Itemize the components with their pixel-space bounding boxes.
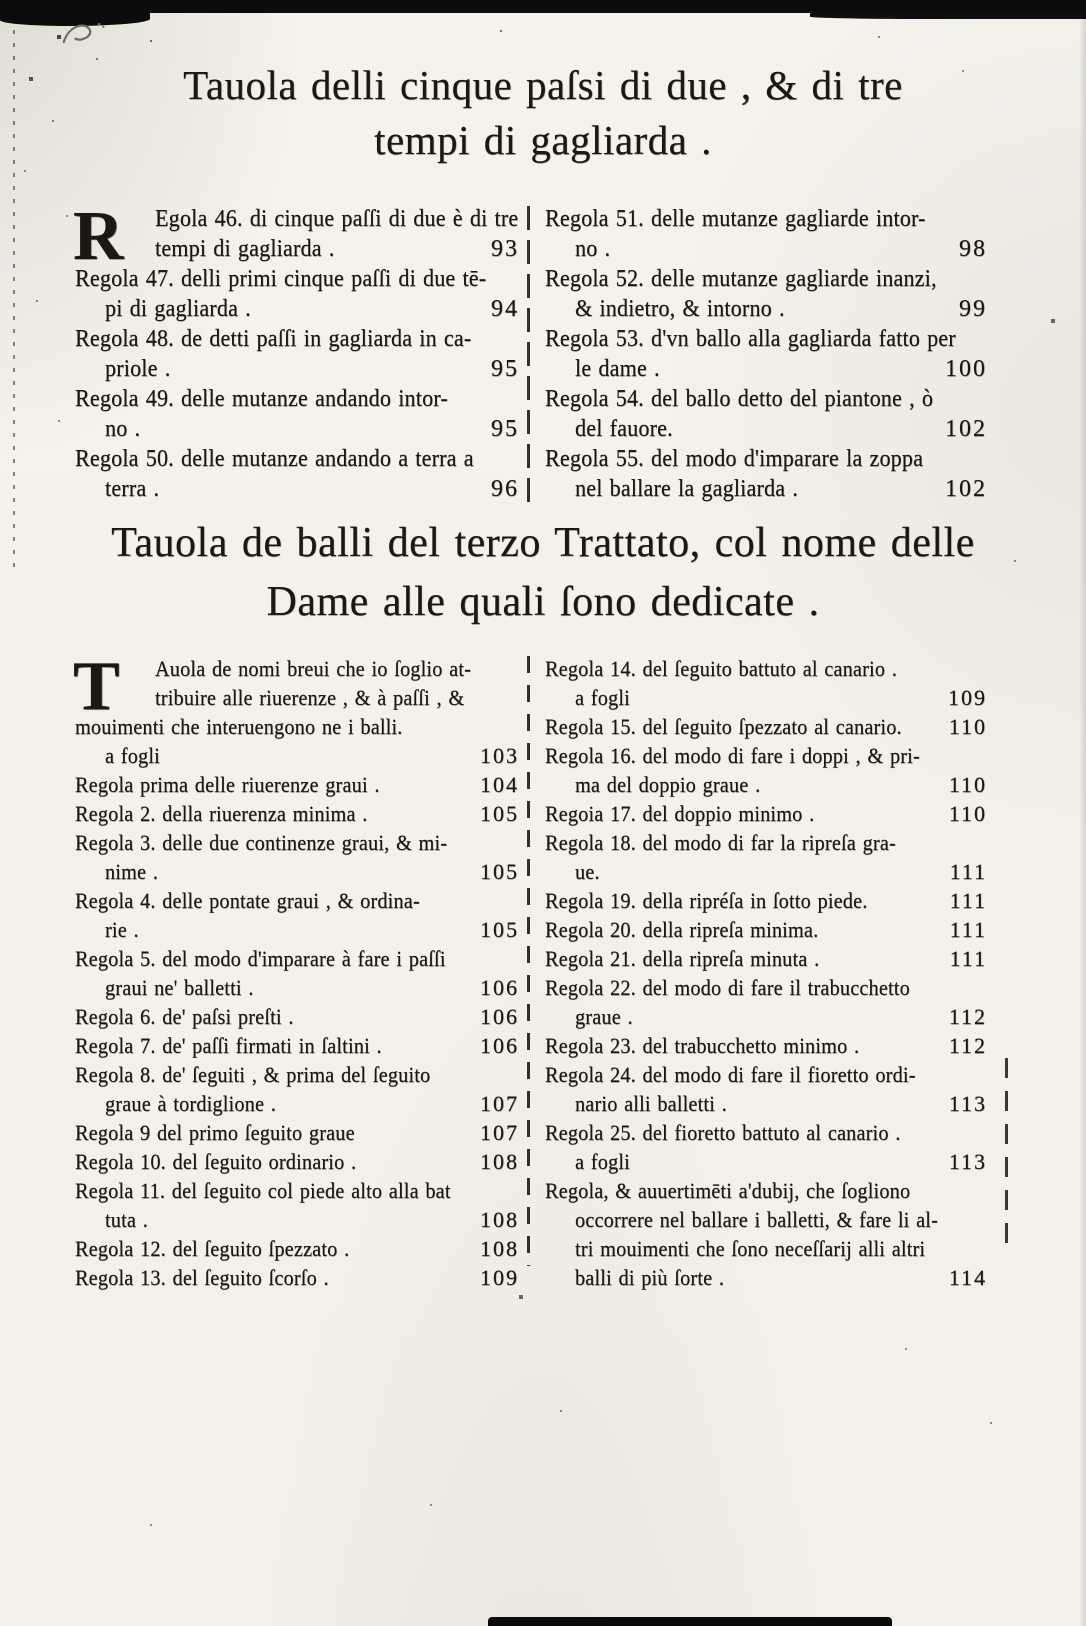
- toc-entry: [75, 770, 519, 799]
- toc-line: [75, 741, 519, 770]
- section2-title: [0, 514, 1086, 632]
- toc-entry: [73, 198, 519, 275]
- toc-line: [75, 324, 519, 354]
- entry-page-number: 113: [948, 1091, 987, 1116]
- toc-entry: [75, 1263, 519, 1292]
- entry-page-number: 106: [480, 1004, 519, 1029]
- entry-text: Regola 2. della riuerenza minima .: [75, 801, 368, 826]
- toc-line: [75, 264, 519, 294]
- entry-text: tribuire alle riuerenze , & à paſſi , &: [155, 685, 465, 710]
- toc-line: [75, 770, 519, 799]
- toc-line: [545, 799, 987, 828]
- toc-line: [75, 1147, 519, 1176]
- toc-line: [75, 799, 519, 828]
- toc-entry: [75, 384, 519, 444]
- entry-text: Regola 52. delle mutanze gagliarde inanzi,: [545, 266, 937, 292]
- toc-entry: [545, 712, 987, 741]
- entry-text: Regola 5. del modo d'imparare à fare i paſſi: [75, 946, 446, 971]
- toc-line: [75, 1089, 519, 1118]
- toc-line: [75, 294, 519, 324]
- entry-page-number: 112: [948, 1004, 987, 1029]
- toc-entry: [545, 324, 987, 384]
- toc-entry: [545, 944, 987, 973]
- toc-line: [545, 1031, 987, 1060]
- toc-entry: [545, 1060, 987, 1118]
- entry-page-number: 96: [491, 476, 519, 502]
- toc-line: [545, 712, 987, 741]
- toc-line: [545, 1118, 987, 1147]
- toc-line: [75, 944, 519, 973]
- entry-text: Regola 50. delle mutanze andando a terra a: [75, 446, 474, 472]
- entry-text: mouimenti che interuengono ne i balli.: [75, 714, 403, 739]
- section1-title: [0, 58, 1086, 168]
- entry-page-number: 104: [480, 772, 519, 797]
- entry-page-number: 100: [945, 356, 987, 382]
- toc-line: [75, 1031, 519, 1060]
- toc-line: [75, 828, 519, 857]
- entry-text: Regola 13. del ſeguito ſcorſo .: [75, 1265, 329, 1290]
- entry-page-number: 105: [480, 917, 519, 942]
- entry-page-number: 108: [480, 1207, 519, 1232]
- toc-entry: [545, 1118, 987, 1176]
- toc-entry: [545, 799, 987, 828]
- entry-text: Auola de nomi breui che io ſoglio at-: [155, 656, 472, 681]
- entry-page-number: 111: [949, 917, 987, 942]
- entry-text: Regola 51. delle mutanze gagliarde intor-: [545, 206, 926, 232]
- entry-text: Regola 4. delle pontate graui , & ordina-: [75, 888, 420, 913]
- entry-text: le dame .: [575, 356, 660, 382]
- entry-text: a fogli: [575, 1149, 630, 1174]
- toc-entry: [75, 1060, 519, 1118]
- toc-line: [75, 973, 519, 1002]
- toc-entry: [545, 654, 987, 712]
- toc-line: [75, 1205, 519, 1234]
- entry-text: graue .: [575, 1004, 633, 1029]
- toc-line: [75, 712, 519, 741]
- toc-entry: [75, 1118, 519, 1147]
- toc-line: [545, 1002, 987, 1031]
- entry-text: balli di più ſorte .: [575, 1265, 725, 1290]
- entry-page-number: 107: [480, 1091, 519, 1116]
- entry-text: Regola 3. delle due continenze graui, & mi-: [75, 830, 448, 855]
- toc-entry: [75, 444, 519, 504]
- toc-line: [545, 264, 987, 294]
- toc-line: [545, 857, 987, 886]
- entry-text: graue à tordiglione .: [105, 1091, 277, 1116]
- toc-entry: [545, 973, 987, 1031]
- entry-page-number: 103: [480, 743, 519, 768]
- entry-text: no .: [105, 416, 141, 442]
- entry-page-number: 109: [948, 685, 987, 710]
- entry-page-number: 111: [949, 859, 987, 884]
- entry-text: Regola prima delle riuerenze graui .: [75, 772, 380, 797]
- toc-line: [545, 654, 987, 683]
- toc-entry: [75, 799, 519, 828]
- handwritten-mark-icon: [57, 17, 110, 50]
- toc-line: [545, 384, 987, 414]
- entry-text: Regola 8. de' ſeguiti , & prima del ſeguito: [75, 1062, 431, 1087]
- entry-page-number: 105: [480, 801, 519, 826]
- toc-entry: [75, 1147, 519, 1176]
- entry-page-number: 110: [948, 714, 987, 739]
- entry-text: Regola 11. del ſeguito col piede alto alla bat: [75, 1178, 451, 1203]
- entry-text: Regola 16. del modo di fare i doppi , & pri-: [545, 743, 920, 768]
- toc-line: [75, 1263, 519, 1292]
- toc-line: [75, 444, 519, 474]
- entry-text: Regola 18. del modo di far la ripreſa gra-: [545, 830, 896, 855]
- entry-text: ue.: [575, 859, 600, 884]
- entry-page-number: 110: [948, 801, 987, 826]
- toc-line: [545, 1147, 987, 1176]
- entry-page-number: 102: [945, 416, 987, 442]
- toc-line: [545, 324, 987, 354]
- toc-entry: [545, 828, 987, 886]
- entry-page-number: 93: [491, 236, 519, 262]
- scan-edge-top: [0, 0, 1086, 13]
- entry-text: Regola 14. del ſeguito battuto al canario .: [545, 656, 898, 681]
- toc-line: [545, 354, 987, 384]
- entry-text: Regoia 17. del doppio minimo .: [545, 801, 815, 826]
- section1-title-line1: Tauola delli cinque paſsi di due , & di tre: [183, 62, 903, 108]
- entry-text: Regola 47. delli primi cinque paſſi di due tē-: [75, 266, 487, 292]
- section2-left-column: [73, 648, 519, 1292]
- entry-page-number: 112: [948, 1033, 987, 1058]
- toc-line: [545, 294, 987, 324]
- entry-text: terra .: [105, 476, 160, 502]
- toc-line: [545, 828, 987, 857]
- toc-line: [545, 1234, 987, 1263]
- entry-text: Regola 23. del trabucchetto minimo .: [545, 1033, 860, 1058]
- toc-line: [75, 204, 519, 234]
- entry-page-number: 95: [491, 416, 519, 442]
- entry-text: no .: [575, 236, 611, 262]
- entry-text: pi di gagliarda .: [105, 296, 251, 322]
- scan-shadow-right: [1079, 0, 1086, 1626]
- entry-text: Regola 9 del primo ſeguito graue: [75, 1120, 355, 1145]
- toc-entry: [75, 264, 519, 324]
- entry-text: a fogli: [575, 685, 630, 710]
- entry-text: Regola 6. de' paſsi preſti .: [75, 1004, 294, 1029]
- toc-line: [545, 204, 987, 234]
- entry-page-number: 94: [491, 296, 519, 322]
- scan-speckles: [0, 0, 2, 2]
- entry-text: a fogli: [105, 743, 160, 768]
- toc-entry: [545, 204, 987, 264]
- entry-text: nime .: [105, 859, 159, 884]
- entry-text: tuta .: [105, 1207, 148, 1232]
- toc-line: [545, 770, 987, 799]
- entry-text: Regola 54. del ballo detto del piantone , ò: [545, 386, 934, 412]
- entry-text: Regola 48. de detti paſſi in gagliarda in ca-: [75, 326, 472, 352]
- entry-text: Regola 25. del fioretto battuto al canario .: [545, 1120, 901, 1145]
- toc-entry: [75, 1002, 519, 1031]
- dropcap-initial: T: [73, 648, 120, 725]
- entry-page-number: 106: [480, 1033, 519, 1058]
- toc-line: [545, 886, 987, 915]
- entry-text: Regola 7. de' paſſi firmati in ſaltini .: [75, 1033, 382, 1058]
- entry-page-number: 109: [480, 1265, 519, 1290]
- toc-line: [75, 915, 519, 944]
- entry-text: Regola 15. del ſeguito ſpezzato al canario.: [545, 714, 902, 739]
- toc-line: [545, 944, 987, 973]
- entry-text: occorrere nel ballare i balletti, & fare li al-: [575, 1207, 939, 1232]
- entry-page-number: 111: [949, 888, 987, 913]
- toc-line: [75, 1234, 519, 1263]
- toc-entry: [75, 1031, 519, 1060]
- column-divider-section2: [527, 656, 530, 1266]
- entry-text: & indietro, & intorno .: [575, 296, 785, 322]
- toc-entry: [75, 324, 519, 384]
- section1-left-column: [73, 198, 519, 504]
- toc-line: [545, 444, 987, 474]
- entry-page-number: 102: [945, 476, 987, 502]
- toc-line: [545, 414, 987, 444]
- entry-text: rie .: [105, 917, 139, 942]
- toc-line: [75, 683, 519, 712]
- toc-line: [545, 1263, 987, 1292]
- entry-text: tempi di gagliarda .: [155, 236, 335, 262]
- toc-line: [545, 741, 987, 770]
- toc-line: [75, 414, 519, 444]
- toc-line: [545, 683, 987, 712]
- entry-text: del fauore.: [575, 416, 673, 442]
- toc-line: [545, 1089, 987, 1118]
- toc-line: [545, 1060, 987, 1089]
- toc-line: [75, 474, 519, 504]
- entry-page-number: 108: [480, 1236, 519, 1261]
- toc-line: [545, 234, 987, 264]
- toc-line: [545, 1205, 987, 1234]
- column-divider-section1: [527, 206, 530, 502]
- toc-entry: [545, 915, 987, 944]
- entry-page-number: 110: [948, 772, 987, 797]
- entry-text: Regola, & auuertimēti a'dubij, che ſogliono: [545, 1178, 911, 1203]
- entry-text: nario alli balletti .: [575, 1091, 727, 1116]
- entry-text: Regola 19. della ripréſa in ſotto piede.: [545, 888, 868, 913]
- entry-text: nel ballare la gagliarda .: [575, 476, 799, 502]
- entry-text: Regola 21. della ripreſa minuta .: [545, 946, 820, 971]
- entry-text: Regola 10. del ſeguito ordinario .: [75, 1149, 357, 1174]
- section1-right-column: [545, 204, 987, 504]
- toc-entry: [73, 648, 519, 770]
- toc-entry: [75, 1176, 519, 1234]
- toc-line: [75, 1060, 519, 1089]
- toc-entry: [545, 741, 987, 799]
- entry-page-number: 95: [491, 356, 519, 382]
- toc-entry: [545, 1176, 987, 1292]
- toc-line: [545, 915, 987, 944]
- toc-line: [75, 1002, 519, 1031]
- toc-line: [75, 857, 519, 886]
- entry-text: graui ne' balletti .: [105, 975, 254, 1000]
- entry-page-number: 98: [959, 236, 987, 262]
- entry-text: Regola 12. del ſeguito ſpezzato .: [75, 1236, 350, 1261]
- scan-mark-right: [1005, 1058, 1008, 1248]
- toc-line: [545, 474, 987, 504]
- toc-entry: [75, 944, 519, 1002]
- toc-entry: [545, 264, 987, 324]
- scan-edge-bottom: [488, 1617, 892, 1626]
- toc-entry: [545, 1031, 987, 1060]
- entry-page-number: 105: [480, 859, 519, 884]
- entry-text: Regola 53. d'vn ballo alla gagliarda fatto per: [545, 326, 956, 352]
- entry-text: Regola 22. del modo di fare il trabucchetto: [545, 975, 910, 1000]
- toc-line: [75, 654, 519, 683]
- toc-entry: [545, 444, 987, 504]
- toc-entry: [75, 828, 519, 886]
- toc-line: [75, 234, 519, 264]
- section2-right-column: [545, 654, 987, 1292]
- entry-page-number: 113: [948, 1149, 987, 1174]
- entry-text: Regola 24. del modo di fare il fioretto ordi-: [545, 1062, 916, 1087]
- toc-entry: [75, 886, 519, 944]
- toc-line: [75, 1118, 519, 1147]
- entry-page-number: 108: [480, 1149, 519, 1174]
- section1-title-line2: tempi di gagliarda .: [374, 117, 712, 163]
- entry-text: Regola 55. del modo d'imparare la zoppa: [545, 446, 924, 472]
- entry-text: Regola 20. della ripreſa minima.: [545, 917, 819, 942]
- entry-page-number: 99: [959, 296, 987, 322]
- entry-text: priole .: [105, 356, 171, 382]
- toc-entry: [545, 384, 987, 444]
- toc-entry: [545, 886, 987, 915]
- toc-line: [545, 973, 987, 1002]
- section2-title-line2: Dame alle quali ſono dedicate .: [266, 579, 820, 625]
- toc-line: [75, 1176, 519, 1205]
- toc-entry: [75, 1234, 519, 1263]
- entry-page-number: 106: [480, 975, 519, 1000]
- toc-line: [75, 384, 519, 414]
- entry-page-number: 111: [949, 946, 987, 971]
- entry-text: ma del doppio graue .: [575, 772, 761, 797]
- toc-line: [545, 1176, 987, 1205]
- toc-line: [75, 354, 519, 384]
- entry-text: Regola 49. delle mutanze andando intor-: [75, 386, 448, 412]
- entry-page-number: 114: [948, 1265, 987, 1290]
- entry-text: tri mouimenti che ſono neceſſarij alli altri: [575, 1236, 926, 1261]
- dropcap-initial: R: [73, 198, 124, 275]
- section2-title-line1: Tauola de balli del terzo Trattato, col nome delle: [111, 520, 975, 566]
- entry-text: Egola 46. di cinque paſſi di due è di tre: [155, 206, 519, 232]
- entry-page-number: 107: [480, 1120, 519, 1145]
- toc-line: [75, 886, 519, 915]
